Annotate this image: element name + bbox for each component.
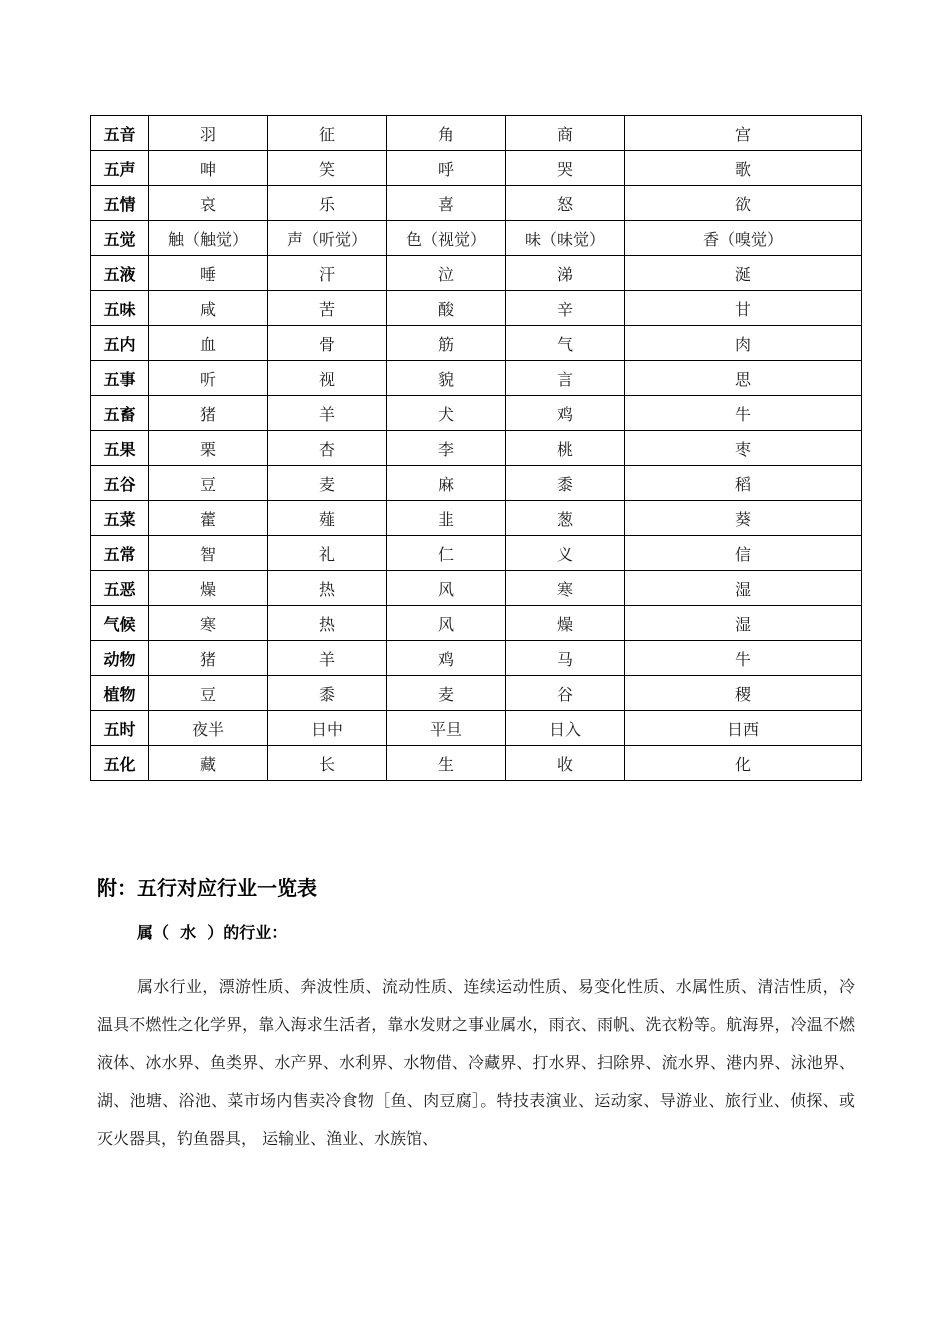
table-cell: 猪 — [149, 396, 268, 431]
table-cell: 宫 — [625, 116, 862, 151]
table-cell: 平旦 — [387, 711, 506, 746]
row-label: 五菜 — [91, 501, 149, 536]
table-cell: 湿 — [625, 571, 862, 606]
table-cell: 薤 — [268, 501, 387, 536]
table-row — [91, 186, 862, 221]
table-cell: 藿 — [149, 501, 268, 536]
row-label: 气候 — [91, 606, 149, 641]
table-cell: 羽 — [149, 116, 268, 151]
table-cell: 收 — [506, 746, 625, 781]
table-row — [91, 361, 862, 396]
table-cell: 牛 — [625, 396, 862, 431]
table-cell: 触（触觉） — [149, 221, 268, 256]
table-cell: 葱 — [506, 501, 625, 536]
table-cell: 血 — [149, 326, 268, 361]
table-cell: 稻 — [625, 466, 862, 501]
table-cell: 甘 — [625, 291, 862, 326]
row-label: 五音 — [91, 116, 149, 151]
table-cell: 藏 — [149, 746, 268, 781]
table-cell: 仁 — [387, 536, 506, 571]
table-cell: 汗 — [268, 256, 387, 291]
table-row — [91, 606, 862, 641]
table-cell: 风 — [387, 606, 506, 641]
table-cell: 听 — [149, 361, 268, 396]
table-cell: 马 — [506, 641, 625, 676]
table-cell: 欲 — [625, 186, 862, 221]
table-row — [91, 746, 862, 781]
table-cell: 寒 — [149, 606, 268, 641]
table-cell: 气 — [506, 326, 625, 361]
table-cell: 角 — [387, 116, 506, 151]
table-cell: 哭 — [506, 151, 625, 186]
table-cell: 味（味觉） — [506, 221, 625, 256]
table-cell: 牛 — [625, 641, 862, 676]
table-cell: 鸡 — [387, 641, 506, 676]
table-cell: 义 — [506, 536, 625, 571]
table-row — [91, 676, 862, 711]
table-cell: 热 — [268, 571, 387, 606]
table-cell: 栗 — [149, 431, 268, 466]
table-cell: 长 — [268, 746, 387, 781]
table-row — [91, 221, 862, 256]
table-cell: 豆 — [149, 466, 268, 501]
table-cell: 燥 — [149, 571, 268, 606]
table-row — [91, 641, 862, 676]
table-row — [91, 431, 862, 466]
table-cell: 呼 — [387, 151, 506, 186]
table-cell: 喜 — [387, 186, 506, 221]
table-cell: 日中 — [268, 711, 387, 746]
table-row — [91, 291, 862, 326]
row-label: 五常 — [91, 536, 149, 571]
table-body — [91, 116, 862, 781]
table-row — [91, 256, 862, 291]
table-cell: 笑 — [268, 151, 387, 186]
table-cell: 涎 — [625, 256, 862, 291]
table-cell: 貌 — [387, 361, 506, 396]
table-cell: 谷 — [506, 676, 625, 711]
row-label: 五时 — [91, 711, 149, 746]
table-cell: 涕 — [506, 256, 625, 291]
row-label: 五液 — [91, 256, 149, 291]
table-cell: 化 — [625, 746, 862, 781]
row-label: 五内 — [91, 326, 149, 361]
table-cell: 杏 — [268, 431, 387, 466]
table-cell: 猪 — [149, 641, 268, 676]
water-industry-paragraph: 属水行业，漂游性质、奔波性质、流动性质、连续运动性质、易变化性质、水属性质、清洁性质，冷温具不燃性之化学界，靠入海求生活者，靠水发财之事业属水，雨衣、雨帆、洗衣粉等。航海界，冷温不燃液体、冰水界、鱼类界、水产界、水利界、水物借、冷藏界、打水界、扫除界、流水界、港内界、泳池界、湖、池塘、浴池、菜市场内售卖冷食物［鱼、肉豆腐］。特技表演业、运动家、导游业、旅行业、侦探、或灭火器具，钓鱼器具， 运输业、渔业、水族馆、 — [97, 977, 855, 1148]
table-cell: 视 — [268, 361, 387, 396]
table-cell: 香（嗅觉） — [625, 221, 862, 256]
table-cell: 言 — [506, 361, 625, 396]
table-cell: 寒 — [506, 571, 625, 606]
table-cell: 黍 — [506, 466, 625, 501]
table-cell: 麦 — [387, 676, 506, 711]
table-cell: 李 — [387, 431, 506, 466]
table-cell: 怒 — [506, 186, 625, 221]
table-cell: 鸡 — [506, 396, 625, 431]
row-label: 五觉 — [91, 221, 149, 256]
table-cell: 日入 — [506, 711, 625, 746]
row-label: 五声 — [91, 151, 149, 186]
table-cell: 夜半 — [149, 711, 268, 746]
table-cell: 羊 — [268, 396, 387, 431]
table-row — [91, 501, 862, 536]
water-industry-subheading: 属（ 水 ）的行业： — [137, 923, 288, 942]
row-label: 五情 — [91, 186, 149, 221]
table-cell: 燥 — [506, 606, 625, 641]
table-cell: 歌 — [625, 151, 862, 186]
row-label: 五恶 — [91, 571, 149, 606]
table-cell: 骨 — [268, 326, 387, 361]
table-row — [91, 396, 862, 431]
table-cell: 桃 — [506, 431, 625, 466]
table-cell: 豆 — [149, 676, 268, 711]
table-cell: 风 — [387, 571, 506, 606]
table-row — [91, 711, 862, 746]
table-cell: 黍 — [268, 676, 387, 711]
table-cell: 肉 — [625, 326, 862, 361]
table-cell: 热 — [268, 606, 387, 641]
table-cell: 商 — [506, 116, 625, 151]
row-label: 五畜 — [91, 396, 149, 431]
table-row — [91, 466, 862, 501]
table-row — [91, 571, 862, 606]
table-cell: 犬 — [387, 396, 506, 431]
table-cell: 稷 — [625, 676, 862, 711]
table-cell: 酸 — [387, 291, 506, 326]
table-cell: 呻 — [149, 151, 268, 186]
table-cell: 枣 — [625, 431, 862, 466]
table-cell: 生 — [387, 746, 506, 781]
appendix-title: 附：五行对应行业一览表 — [97, 876, 317, 900]
table-cell: 声（听觉） — [268, 221, 387, 256]
row-label: 动物 — [91, 641, 149, 676]
table-cell: 咸 — [149, 291, 268, 326]
table-cell: 日西 — [625, 711, 862, 746]
row-label: 五事 — [91, 361, 149, 396]
table-row — [91, 151, 862, 186]
table-cell: 色（视觉） — [387, 221, 506, 256]
table-cell: 葵 — [625, 501, 862, 536]
table-cell: 羊 — [268, 641, 387, 676]
row-label: 五化 — [91, 746, 149, 781]
table-cell: 征 — [268, 116, 387, 151]
table-cell: 麻 — [387, 466, 506, 501]
table-row — [91, 116, 862, 151]
five-elements-table — [90, 115, 862, 781]
table-cell: 湿 — [625, 606, 862, 641]
row-label: 五味 — [91, 291, 149, 326]
row-label: 植物 — [91, 676, 149, 711]
table-cell: 泣 — [387, 256, 506, 291]
table-cell: 智 — [149, 536, 268, 571]
table-cell: 乐 — [268, 186, 387, 221]
table-cell: 筋 — [387, 326, 506, 361]
table-cell: 思 — [625, 361, 862, 396]
table-row — [91, 326, 862, 361]
table-cell: 韭 — [387, 501, 506, 536]
table-cell: 苦 — [268, 291, 387, 326]
table-cell: 麦 — [268, 466, 387, 501]
table-cell: 信 — [625, 536, 862, 571]
row-label: 五果 — [91, 431, 149, 466]
row-label: 五谷 — [91, 466, 149, 501]
table-cell: 辛 — [506, 291, 625, 326]
table-cell: 礼 — [268, 536, 387, 571]
table-row — [91, 536, 862, 571]
table-cell: 唾 — [149, 256, 268, 291]
table-cell: 哀 — [149, 186, 268, 221]
